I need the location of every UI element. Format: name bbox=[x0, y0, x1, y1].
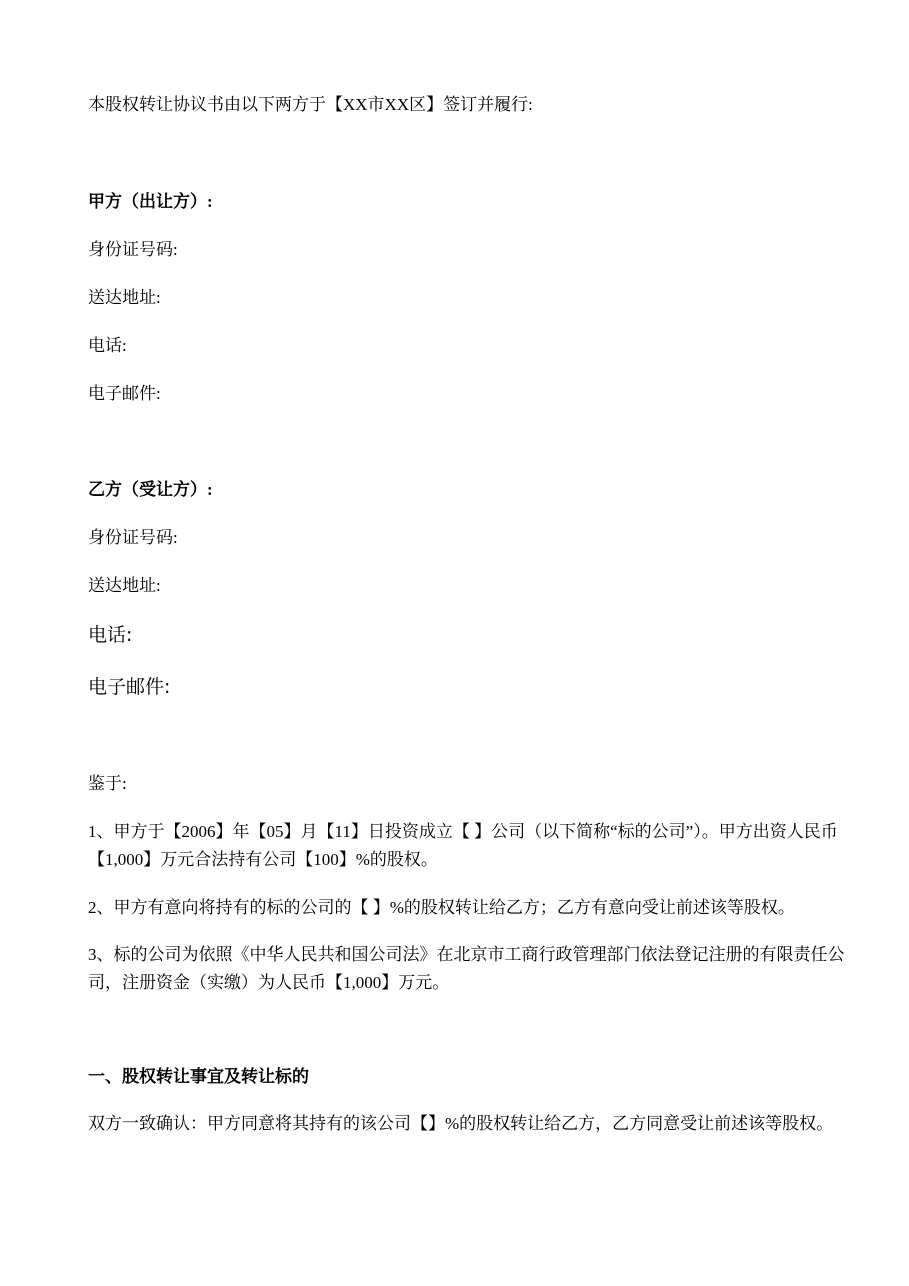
party-a-email-label: 电子邮件: bbox=[88, 384, 161, 403]
party-a-address-label: 送达地址: bbox=[88, 288, 161, 307]
section-1-body: 双方一致确认：甲方同意将其持有的该公司【】%的股权转让给乙方，乙方同意受让前述该等股权。 bbox=[88, 1114, 834, 1133]
whereas-item-2: 2、甲方有意向将持有的标的公司的【 】%的股权转让给乙方；乙方有意向受让前述该等股权。 bbox=[88, 898, 795, 917]
whereas-heading: 鉴于: bbox=[88, 774, 127, 793]
whereas-item-3: 3、标的公司为依照《中华人民共和国公司法》在北京市工商行政管理部门依法登记注册的有限责任公司，注册资金（实缴）为人民币【1,000】万元。 bbox=[88, 945, 845, 992]
party-b-heading: 乙方（受让方）: bbox=[88, 480, 213, 499]
party-b-address-label: 送达地址: bbox=[88, 576, 161, 595]
party-a-heading: 甲方（出让方）: bbox=[88, 192, 213, 211]
party-b-phone-label: 电话: bbox=[88, 624, 133, 646]
party-a-phone-label: 电话: bbox=[88, 336, 127, 355]
party-b-email-label: 电子邮件: bbox=[88, 676, 171, 698]
whereas-item-1: 1、甲方于【2006】年【05】月【11】日投资成立【 】公司（以下简称“标的公司”）。甲方出资人民币【1,000】万元合法持有公司【100】%的股权。 bbox=[88, 822, 838, 869]
party-a-id-label: 身份证号码: bbox=[88, 240, 178, 259]
intro-text: 本股权转让协议书由以下两方于【XX市XX区】签订并履行: bbox=[88, 95, 533, 114]
party-b-id-label: 身份证号码: bbox=[88, 528, 178, 547]
section-1-heading: 一、股权转让事宜及转让标的 bbox=[88, 1067, 309, 1086]
